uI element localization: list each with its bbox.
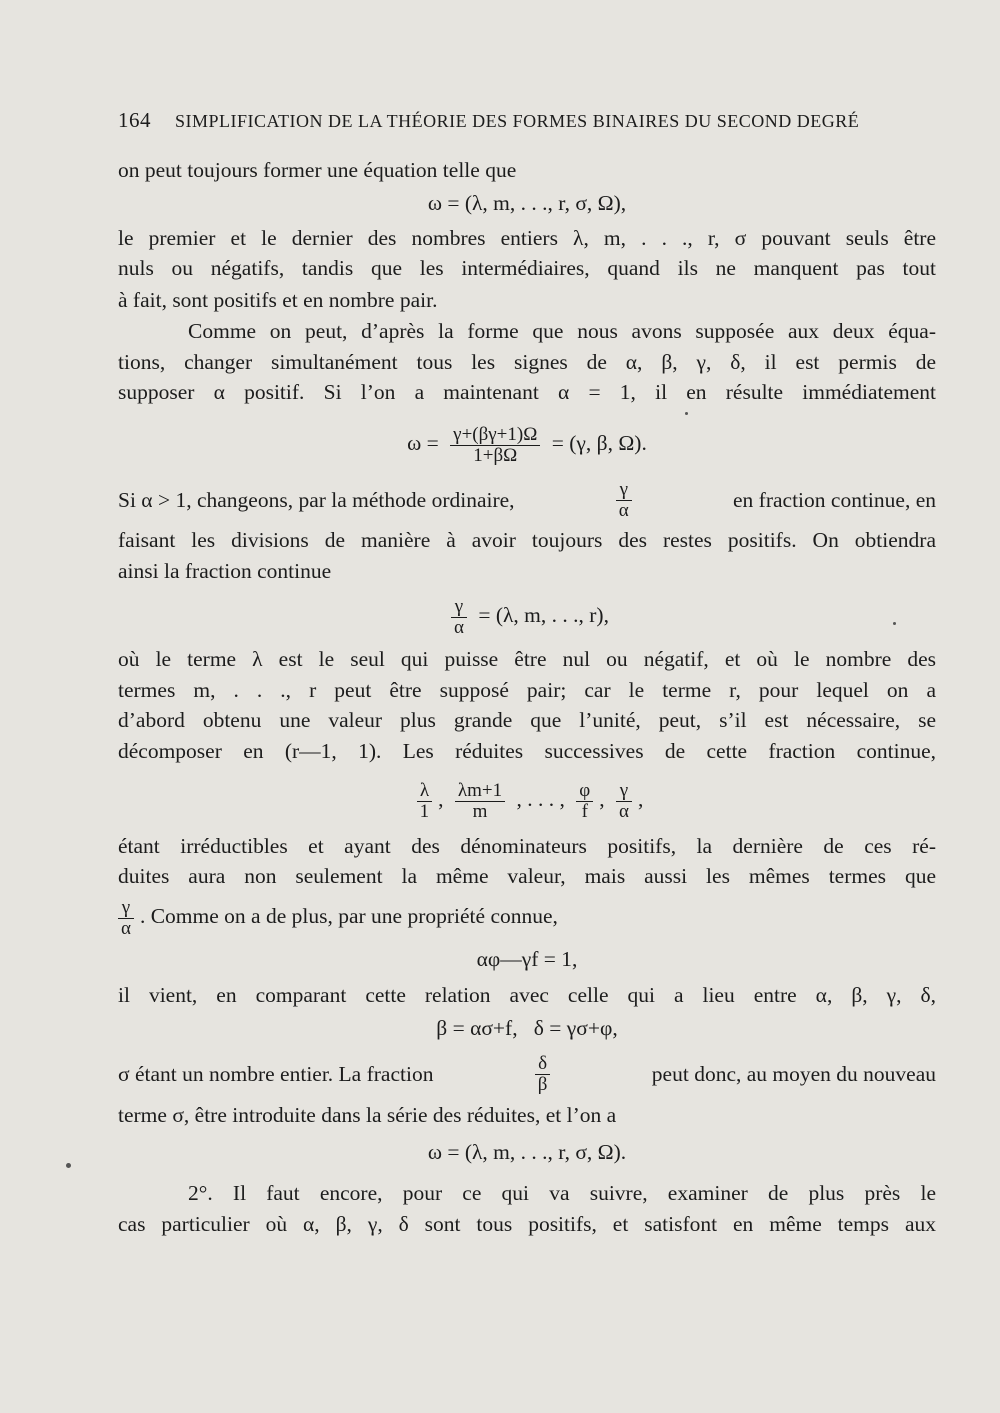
equation-continued-fraction: $\frac{\gamma}{\alpha}$ = (λ, m, . . ., r), — [118, 590, 936, 640]
text-line: ainsi la fraction continue — [118, 559, 332, 583]
fraction: $\frac{\lambda m+1}{m}$ — [455, 781, 505, 822]
text-line: à fait, sont positifs et en nombre pair. — [118, 288, 438, 312]
text-line-with-fraction: $\frac{\gamma}{\alpha}$ . Comme on a de plus, par une propriété connue, — [118, 894, 936, 938]
equation-omega-1: ω = (λ, m, . . ., r, σ, Ω), — [427, 191, 627, 215]
text-line: cas particulier où α, β, γ, δ sont tous positifs, et satisfont en même temps aux — [118, 1212, 936, 1236]
paragraph-start: 2°. Il faut encore, pour ce qui va suivre, examiner de plus près le — [188, 1181, 936, 1205]
equation-omega-3: ω = (λ, m, . . ., r, σ, Ω). — [427, 1140, 627, 1164]
equation-determinant: αφ—γf = 1, — [476, 947, 578, 971]
text-line: décomposer en (r—1, 1). Les réduites successives de cette fraction continue, — [118, 739, 936, 763]
text-line: où le terme λ est le seul qui puisse être nul ou négatif, et où le nombre des — [118, 647, 936, 671]
equation-beta-delta: β = ασ+f, δ = γσ+φ, — [436, 1016, 618, 1040]
ink-speck — [685, 412, 688, 415]
fraction-gamma-alpha: $\frac{\gamma}{\alpha}$ — [118, 898, 134, 939]
text-line: il vient, en comparant cette relation avec celle qui a lieu entre α, β, γ, δ, — [118, 983, 936, 1007]
text-line: faisant les divisions de manière à avoir toujours des restes positifs. On obtiendra — [118, 528, 936, 552]
ink-speck — [893, 622, 896, 625]
page-header — [118, 108, 933, 133]
running-head: SIMPLIFICATION DE LA THÉORIE DES FORMES BINAIRES DU SECOND DEGRÉ — [175, 111, 860, 131]
fraction: $\frac{\gamma}{\alpha}$ — [451, 597, 467, 638]
text-line: étant irréductibles et ayant des dénominateurs positifs, la dernière de ces ré- — [118, 834, 936, 858]
equation-convergents: $\frac{\lambda}{1}$ , $\frac{\lambda m+1}{m}$ , . . . , $\frac{\varphi}{f}$ , $\frac{\gamma}{\alpha}$ , — [118, 772, 936, 826]
ink-speck — [66, 1163, 71, 1168]
text-line: d’abord obtenu une valeur plus grande que l’unité, peut, s’il est nécessaire, se — [118, 708, 936, 732]
fraction: $\frac{\gamma+(\beta\gamma+1)\Omega}{1+\beta\Omega}$ — [450, 425, 540, 466]
text-line-with-fraction: Si α > 1, changeons, par la méthode ordinaire, $\frac{\gamma}{\alpha}$ en fraction continue, en — [118, 478, 936, 521]
text-line: on peut toujours former une équation telle que — [118, 158, 517, 182]
fraction: $\frac{\gamma}{\alpha}$ — [616, 781, 632, 822]
text-line-with-fraction: σ étant un nombre entier. La fraction $\frac{\delta}{\beta}$ peut donc, au moyen du nouveau — [118, 1052, 936, 1095]
text-line: terme σ, être introduite dans la série des réduites, et l’on a — [118, 1103, 617, 1127]
text-line: nuls ou négatifs, tandis que les intermédiaires, quand ils ne manquent pas tout — [118, 256, 936, 280]
text-line: le premier et le dernier des nombres entiers λ, m, . . ., r, σ pouvant seuls être — [118, 226, 936, 250]
text-line: duites aura non seulement la même valeur, mais aussi les mêmes termes que — [118, 864, 936, 888]
page-number: 164 — [118, 108, 151, 132]
paragraph-start: Comme on peut, d’après la forme que nous avons supposée aux deux équa- — [188, 319, 936, 343]
fraction: $\frac{\lambda}{1}$ — [417, 781, 433, 822]
fraction: $\frac{\varphi}{f}$ — [576, 781, 593, 822]
fraction-gamma-alpha: $\frac{\gamma}{\alpha}$ — [616, 480, 632, 521]
equation-omega-2: ω = $\frac{\gamma+(\beta\gamma+1)\Omega}{1+\beta\Omega}$ = (γ, β, Ω). — [407, 423, 647, 466]
text-line: supposer α positif. Si l’on a maintenant α = 1, il en résulte immédiatement — [118, 380, 936, 404]
fraction-delta-beta: $\frac{\delta}{\beta}$ — [535, 1054, 551, 1095]
text-line: tions, changer simultanément tous les signes de α, β, γ, δ, il est permis de — [118, 350, 936, 374]
text-line: termes m, . . ., r peut être supposé pair; car le terme r, pour lequel on a — [118, 678, 936, 702]
